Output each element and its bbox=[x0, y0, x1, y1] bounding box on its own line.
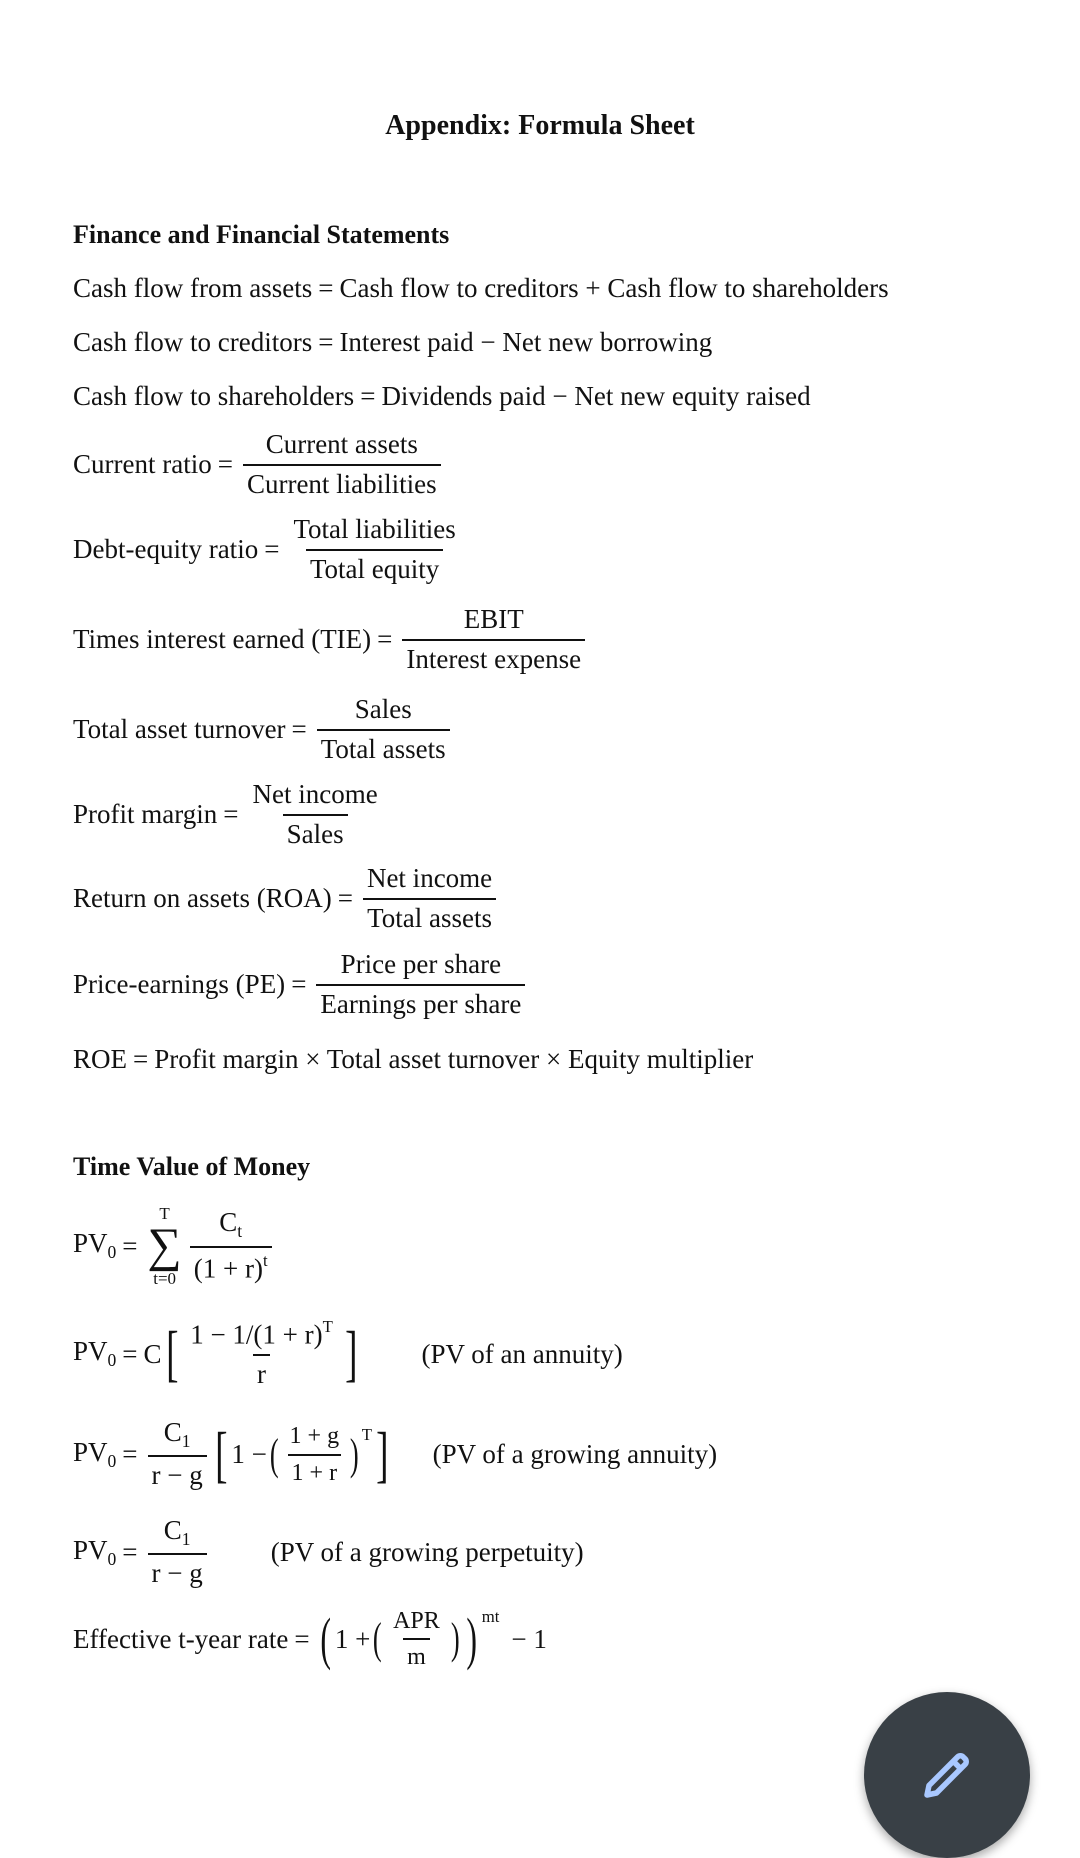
formula-pe: Price-earnings (PE) = $\frac{\text{Price per share}}{\text{Earnings per share}}$ bbox=[73, 950, 529, 1019]
paren-right: ) bbox=[350, 1429, 359, 1479]
denominator: Sales bbox=[283, 814, 348, 850]
denominator: r − g bbox=[148, 1455, 207, 1491]
formula-label: Debt-equity ratio bbox=[73, 534, 259, 565]
denominator: r bbox=[253, 1354, 270, 1390]
numerator: Price per share bbox=[340, 949, 502, 979]
numerator: Total liabilities bbox=[293, 514, 456, 544]
bracket-left: [ bbox=[165, 1320, 179, 1389]
paren-right-inner: ) bbox=[450, 1614, 460, 1664]
denominator: Total assets bbox=[363, 898, 496, 934]
paren-left-inner: ( bbox=[373, 1614, 383, 1664]
formula-cash-flow-to-shareholders: Cash flow to shareholders = Dividends paid − Net new equity raised bbox=[73, 381, 811, 411]
denominator: r − g bbox=[148, 1553, 207, 1589]
fraction bbox=[289, 515, 459, 584]
formula-label: Return on assets (ROA) bbox=[73, 883, 332, 914]
inner-fraction bbox=[389, 1608, 444, 1671]
fraction bbox=[243, 430, 441, 499]
fraction bbox=[186, 1318, 337, 1390]
fraction bbox=[317, 695, 450, 764]
formula-current-ratio: Current ratio = $\frac{\text{Current assets}}{\text{Current liabilities}}$ bbox=[73, 430, 445, 499]
denominator: Total assets bbox=[317, 729, 450, 765]
inner-fraction bbox=[286, 1423, 344, 1486]
pv-symbol: $PV_0$ bbox=[73, 1228, 117, 1263]
numerator: Net income bbox=[252, 779, 378, 809]
formula-roa: Return on assets (ROA) = $\frac{\text{Net income}}{\text{Total assets}}$ bbox=[73, 864, 500, 933]
formula-pv-growing-annuity: $PV_0$ = $\frac{C_1}{r - g}$ [ 1 − ( $\frac{1 + g}{1 + r}$ ) T ] (PV of a growing annuity) bbox=[73, 1417, 718, 1491]
formula-debt-equity-ratio: Debt-equity ratio = $\frac{\text{Total liabilities}}{\text{Total equity}}$ bbox=[73, 515, 464, 584]
fraction bbox=[148, 1516, 207, 1589]
fraction bbox=[316, 950, 525, 1019]
formula-rhs: Dividends paid − Net new equity raised bbox=[381, 381, 811, 411]
fraction bbox=[190, 1208, 272, 1284]
page-title: Appendix: Formula Sheet bbox=[385, 110, 695, 141]
pv-symbol: $PV_0$ bbox=[73, 1534, 117, 1570]
numerator: Sales bbox=[354, 694, 412, 724]
fraction bbox=[148, 1418, 207, 1491]
formula-rhs: Profit margin × Total asset turnover × Equity multiplier bbox=[154, 1044, 754, 1074]
edit-fab-button[interactable] bbox=[864, 1692, 1030, 1858]
denominator: Earnings per share bbox=[316, 984, 525, 1020]
exponent: T bbox=[361, 1424, 372, 1444]
paren-right: ) bbox=[466, 1606, 478, 1672]
pencil-icon bbox=[917, 1745, 977, 1805]
denominator: Total equity bbox=[306, 549, 443, 585]
numerator: $C_1$ bbox=[163, 1417, 191, 1452]
formula-lhs: Cash flow to shareholders bbox=[73, 381, 355, 411]
formula-note: (PV of an annuity) bbox=[421, 1338, 623, 1369]
bracket-right: ] bbox=[376, 1420, 389, 1489]
formula-tie: Times interest earned (TIE) = $\frac{\text{EBIT}}{\text{Interest expense}}$ bbox=[73, 605, 589, 674]
formula-label: Price-earnings (PE) bbox=[73, 969, 286, 1000]
fraction bbox=[248, 780, 381, 849]
formula-total-asset-turnover: Total asset turnover = $\frac{\text{Sales}}{\text{Total assets}}$ bbox=[73, 695, 454, 764]
denominator: Interest expense bbox=[402, 639, 585, 675]
paren-left: ( bbox=[319, 1606, 331, 1672]
formula-label: Effective t-year rate bbox=[73, 1623, 289, 1654]
denominator: Current liabilities bbox=[243, 464, 441, 500]
formula-roe: ROE = Profit margin × Total asset turnover × Equity multiplier bbox=[73, 1044, 754, 1074]
section-heading-finance: Finance and Financial Statements bbox=[73, 220, 450, 249]
paren-left: ( bbox=[269, 1429, 279, 1479]
summation bbox=[148, 1205, 182, 1287]
pv-symbol: $PV_0$ bbox=[73, 1336, 117, 1371]
denominator: m bbox=[403, 1638, 430, 1670]
formula-lhs: Cash flow to creditors bbox=[73, 327, 313, 357]
numerator: $C_t$ bbox=[219, 1207, 243, 1242]
cash-flow-symbol: C bbox=[143, 1338, 162, 1369]
formula-profit-margin: Profit margin = $\frac{\text{Net income}}{\text{Sales}}$ bbox=[73, 780, 386, 849]
formula-cash-flow-from-assets: Cash flow from assets = Cash flow to creditors + Cash flow to shareholders bbox=[73, 273, 889, 303]
sum-lower-limit: t=0 bbox=[153, 1269, 177, 1288]
formula-label: Total asset turnover bbox=[73, 714, 286, 745]
pv-symbol: $PV_0$ bbox=[73, 1436, 117, 1472]
formula-rhs: Interest paid − Net new borrowing bbox=[339, 327, 713, 357]
formula-lhs: ROE bbox=[73, 1044, 127, 1074]
numerator: APR bbox=[393, 1608, 440, 1634]
formula-tail: − 1 bbox=[511, 1623, 547, 1654]
sum-upper-limit: T bbox=[159, 1204, 170, 1223]
formula-note: (PV of a growing annuity) bbox=[432, 1439, 718, 1470]
numerator: 1 + g bbox=[289, 1423, 340, 1450]
formula-pv-annuity: $PV_0$ = C [ $\frac{1 - 1/(1 + r)^T}{r}$ ] (PV of an annuity) bbox=[73, 1317, 623, 1390]
formula-rhs: Cash flow to creditors + Cash flow to shareholders bbox=[339, 273, 889, 303]
bracket-left: [ bbox=[214, 1420, 228, 1489]
formula-note: (PV of a growing perpetuity) bbox=[270, 1537, 584, 1568]
formula-pv-sum: $PV_0$ = T ∑ t=0 $\frac{C_t}{(1 + r)^t}$ bbox=[73, 1205, 276, 1287]
formula-effective-rate: Effective t-year rate = ( 1 + ( $\frac{\text{APR}}{m}$ ) ) mt − 1 bbox=[73, 1606, 547, 1672]
fraction bbox=[363, 864, 496, 933]
formula-label: Profit margin bbox=[73, 799, 218, 830]
exponent: mt bbox=[481, 1607, 500, 1627]
one-plus: 1 + bbox=[334, 1623, 371, 1654]
numerator: Net income bbox=[366, 863, 493, 893]
numerator: Current assets bbox=[265, 429, 418, 459]
denominator: 1 + r bbox=[288, 1454, 342, 1486]
formula-label: Times interest earned (TIE) bbox=[73, 624, 372, 655]
formula-lhs: Cash flow from assets bbox=[73, 273, 313, 303]
denominator: $(1 + r)^t$ bbox=[190, 1246, 272, 1284]
formula-label: Current ratio bbox=[73, 449, 212, 480]
numerator: $C_1$ bbox=[163, 1515, 191, 1550]
formula-pv-growing-perpetuity: $PV_0$ = $\frac{C_1}{r - g}$ (PV of a growing perpetuity) bbox=[73, 1515, 584, 1589]
one-minus: 1 − bbox=[231, 1439, 267, 1470]
sigma-symbol: ∑ bbox=[147, 1219, 182, 1272]
formula-cash-flow-to-creditors: Cash flow to creditors = Interest paid − Net new borrowing bbox=[73, 327, 713, 357]
numerator: $1 - 1/(1 + r)^T$ bbox=[190, 1317, 333, 1350]
section-heading-tvm: Time Value of Money bbox=[73, 1152, 311, 1181]
fraction bbox=[402, 605, 585, 674]
numerator: EBIT bbox=[463, 604, 524, 634]
bracket-right: ] bbox=[344, 1320, 358, 1389]
